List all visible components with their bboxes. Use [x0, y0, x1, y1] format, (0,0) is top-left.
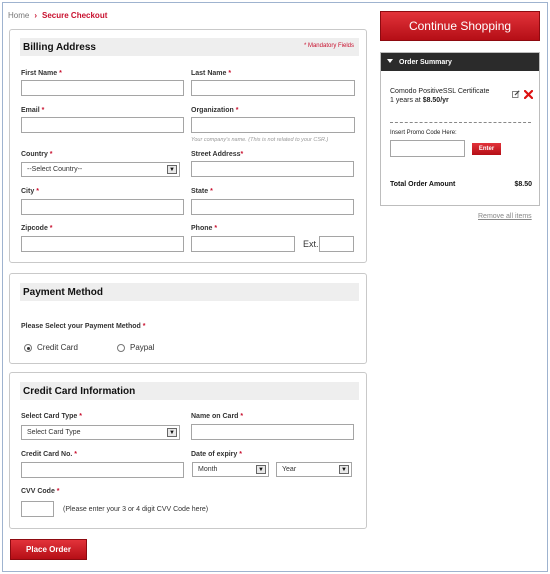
- zipcode-field[interactable]: [21, 236, 184, 252]
- promo-code-label: Insert Promo Code Here:: [390, 130, 457, 136]
- organization-field[interactable]: [191, 117, 355, 133]
- breadcrumb-current: Secure Checkout: [42, 11, 108, 20]
- country-select[interactable]: --Select Country-- ▼: [21, 162, 180, 177]
- first-name-field[interactable]: [21, 80, 184, 96]
- continue-shopping-button[interactable]: [380, 11, 540, 41]
- card-number-field[interactable]: [21, 462, 184, 478]
- country-label: Country *: [21, 151, 53, 158]
- city-field[interactable]: [21, 199, 184, 215]
- place-order-label: Place Order: [26, 545, 71, 554]
- billing-address-panel: [9, 29, 367, 263]
- last-name-label: Last Name *: [191, 70, 232, 77]
- chevron-down-icon: ▼: [339, 465, 349, 474]
- card-number-label: Credit Card No. *: [21, 451, 78, 458]
- payment-method-panel: [9, 273, 367, 364]
- organization-label: Organization *: [191, 107, 239, 114]
- credit-card-option-label[interactable]: Credit Card: [37, 343, 78, 352]
- product-name: Comodo PositiveSSL Certificate: [390, 88, 490, 95]
- continue-shopping-label: Continue Shopping: [408, 19, 512, 33]
- paypal-option-label[interactable]: Paypal: [130, 343, 155, 352]
- credit-card-panel: [9, 372, 367, 529]
- street-address-label: Street Address*: [191, 151, 244, 158]
- expiry-year-select[interactable]: Year ▼: [276, 462, 352, 477]
- payment-method-title: Payment Method: [20, 283, 359, 301]
- paypal-radio[interactable]: [117, 344, 125, 352]
- mandatory-fields-note: * Mandatory Fields: [303, 43, 354, 49]
- email-field[interactable]: [21, 117, 184, 133]
- chevron-down-icon: ▼: [167, 165, 177, 174]
- chevron-down-icon: ▼: [167, 428, 177, 437]
- credit-card-title: Credit Card Information: [20, 382, 359, 400]
- expiry-label: Date of expiry *: [191, 451, 242, 458]
- edit-icon[interactable]: [512, 90, 520, 98]
- payment-method-prompt: Please Select your Payment Method *: [21, 323, 146, 330]
- ext-label: Ext.: [303, 239, 319, 249]
- remove-all-items-link[interactable]: Remove all items: [478, 213, 532, 220]
- breadcrumb: [8, 11, 107, 20]
- phone-field[interactable]: [191, 236, 295, 252]
- place-order-button[interactable]: [10, 539, 87, 560]
- ext-field[interactable]: [319, 236, 354, 252]
- card-type-label: Select Card Type *: [21, 413, 82, 420]
- credit-card-radio[interactable]: [24, 344, 32, 352]
- phone-label: Phone *: [191, 225, 218, 232]
- organization-hint: Your company's name. (This is not related to your CSR.): [191, 137, 329, 143]
- promo-code-field[interactable]: [390, 140, 465, 157]
- chevron-down-icon: ▼: [256, 465, 266, 474]
- card-type-select[interactable]: Select Card Type ▼: [21, 425, 180, 440]
- delete-icon[interactable]: [524, 90, 533, 99]
- name-on-card-label: Name on Card *: [191, 413, 244, 420]
- street-address-field[interactable]: [191, 161, 354, 177]
- last-name-field[interactable]: [191, 80, 355, 96]
- breadcrumb-separator: ›: [34, 11, 38, 20]
- name-on-card-field[interactable]: [191, 424, 354, 440]
- cvv-field[interactable]: [21, 501, 54, 517]
- first-name-label: First Name *: [21, 70, 62, 77]
- expiry-month-select[interactable]: Month ▼: [192, 462, 269, 477]
- city-label: City *: [21, 188, 39, 195]
- product-term: 1 years at $8.50/yr: [390, 97, 449, 104]
- total-label: Total Order Amount: [390, 181, 456, 188]
- promo-enter-button[interactable]: Enter: [472, 143, 501, 155]
- cvv-hint: (Please enter your 3 or 4 digit CVV Code here): [63, 506, 209, 513]
- zipcode-label: Zipcode *: [21, 225, 53, 232]
- total-value: $8.50: [514, 181, 532, 188]
- cvv-label: CVV Code *: [21, 488, 60, 495]
- email-label: Email *: [21, 107, 45, 114]
- breadcrumb-home[interactable]: Home: [8, 11, 30, 20]
- state-field[interactable]: [191, 199, 354, 215]
- order-summary-header: Order Summary: [381, 53, 539, 71]
- state-label: State *: [191, 188, 213, 195]
- order-summary-panel: [380, 52, 540, 206]
- divider: [390, 122, 531, 123]
- caret-down-icon: [387, 59, 393, 63]
- billing-address-title: Billing Address: [20, 38, 359, 56]
